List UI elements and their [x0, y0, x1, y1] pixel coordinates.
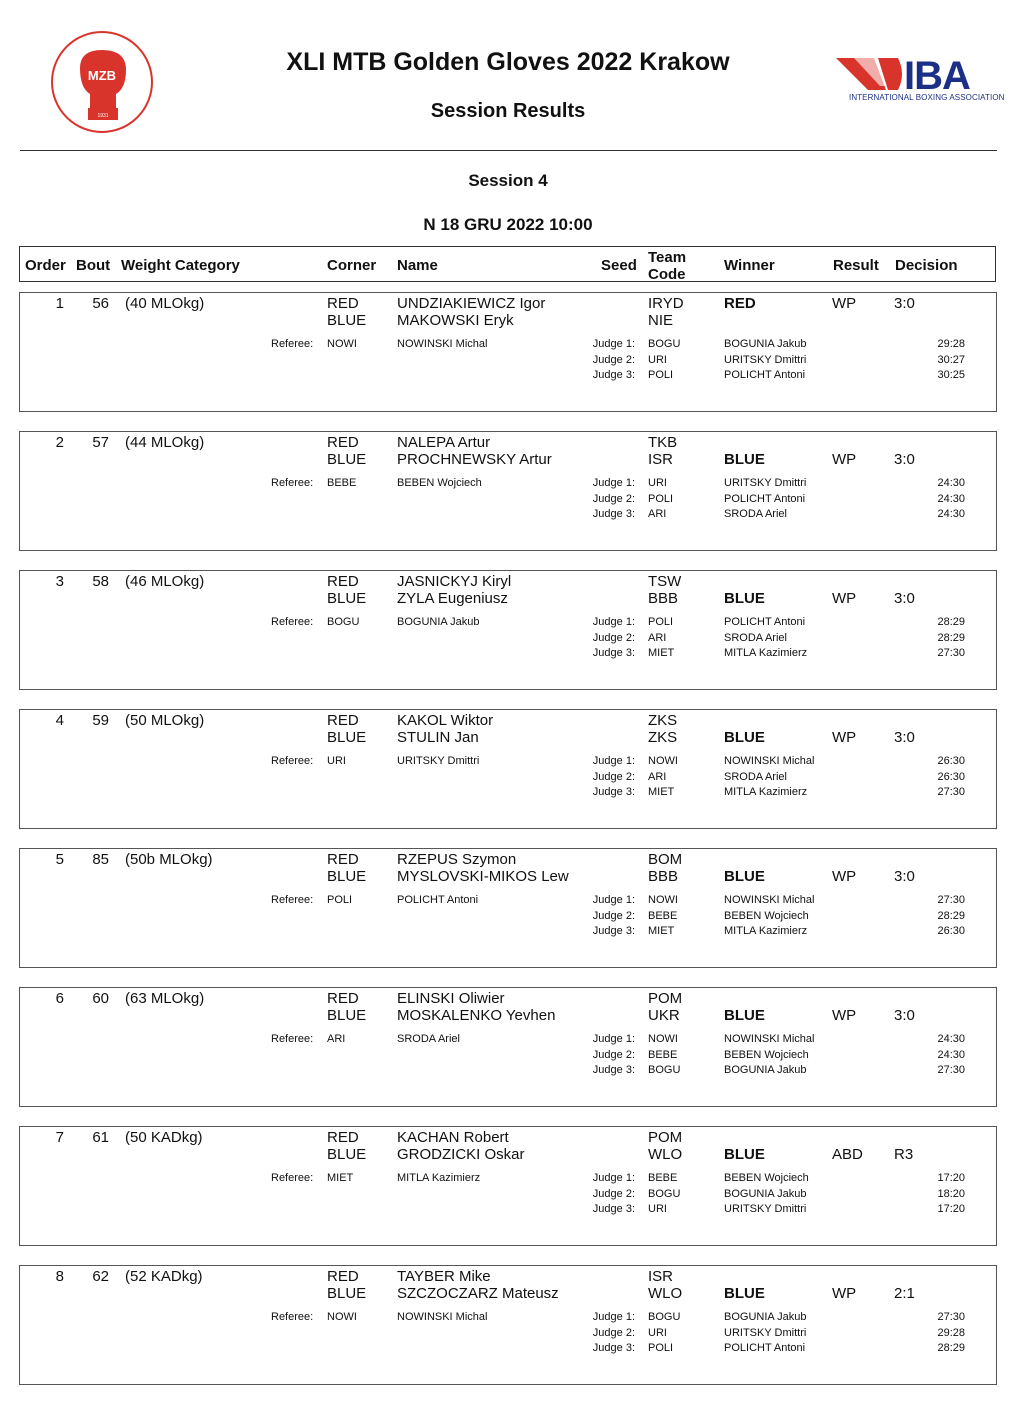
referee-label: Referee:	[271, 1311, 314, 1323]
judge-code: ARI	[648, 508, 667, 520]
judge-score: 30:25	[937, 369, 965, 381]
winner-corner: BLUE	[724, 451, 765, 468]
judge-name: BEBEN Wojciech	[724, 909, 809, 922]
col-decision: Decision	[895, 257, 958, 274]
order-cell: 8	[55, 1268, 64, 1285]
result-code: WP	[832, 590, 857, 607]
red-team-code: POM	[648, 1129, 683, 1146]
judge-score: 29:28	[937, 338, 965, 350]
blue-team-code: UKR	[648, 1007, 680, 1024]
judge-label: Judge 3:	[592, 647, 635, 659]
blue-team-code: BBB	[648, 590, 679, 607]
judge-score: 24:30	[937, 492, 965, 505]
judge-score: 17:20	[937, 1172, 965, 1184]
red-boxer-name: TAYBER Mike	[397, 1268, 491, 1285]
judge-score: 27:30	[937, 647, 965, 659]
judge-label: Judge 3:	[592, 925, 635, 937]
winner-corner: RED	[724, 295, 756, 312]
red-team-code: POM	[648, 990, 683, 1007]
col-bout: Bout	[76, 257, 111, 274]
judge-code: ARI	[648, 631, 667, 644]
judge-label: Judge 2:	[592, 909, 635, 922]
bout-number: 56	[92, 295, 109, 312]
judge-score: 28:29	[937, 1342, 965, 1354]
corner-red: RED	[327, 434, 359, 451]
judge-code: NOWI	[648, 894, 678, 906]
judge-name: SRODA Ariel	[724, 508, 787, 520]
judge-label: Judge 1:	[592, 477, 635, 489]
iba-logo-text: IBA	[904, 54, 970, 98]
weight-category: (50b MLOkg)	[125, 851, 213, 868]
judge-label: Judge 1:	[592, 338, 635, 350]
blue-boxer-name: GRODZICKI Oskar	[397, 1146, 525, 1163]
judge-code: URI	[648, 477, 667, 489]
svg-text:1931: 1931	[97, 113, 109, 119]
judge-name: NOWINSKI Michal	[724, 755, 815, 767]
order-cell: 2	[55, 434, 64, 451]
decision-value: 3:0	[894, 295, 915, 312]
judge-name: NOWINSKI Michal	[724, 894, 815, 906]
referee-name: MITLA Kazimierz	[397, 1172, 481, 1184]
judge-label: Judge 2:	[592, 770, 635, 783]
referee-name: POLICHT Antoni	[397, 894, 479, 906]
blue-boxer-name: STULIN Jan	[397, 729, 479, 746]
judge-code: MIET	[648, 647, 675, 659]
winner-corner: BLUE	[724, 729, 765, 746]
judge-label: Judge 2:	[592, 1048, 635, 1061]
red-team-code: ISR	[648, 1268, 674, 1285]
bout-number: 57	[92, 434, 109, 451]
bout-row	[19, 987, 997, 1107]
col-team-code-2: Code	[648, 266, 686, 283]
judge-code: URI	[648, 353, 667, 366]
col-name: Name	[397, 257, 438, 274]
weight-category: (44 MLOkg)	[125, 434, 205, 451]
weight-category: (40 MLOkg)	[125, 295, 205, 312]
referee-label: Referee:	[271, 1033, 314, 1045]
judge-score: 24:30	[937, 508, 965, 520]
judge-score: 17:20	[937, 1203, 965, 1215]
judge-code: BEBE	[648, 1048, 678, 1061]
corner-red: RED	[327, 1268, 359, 1285]
judge-code: POLI	[648, 1342, 674, 1354]
blue-team-code: NIE	[648, 312, 674, 329]
judge-label: Judge 3:	[592, 1203, 635, 1215]
weight-category: (63 MLOkg)	[125, 990, 205, 1007]
corner-red: RED	[327, 712, 359, 729]
bout-row	[19, 431, 997, 551]
blue-team-code: ZKS	[648, 729, 678, 746]
blue-team-code: ISR	[648, 451, 674, 468]
red-team-code: ZKS	[648, 712, 678, 729]
red-boxer-name: UNDZIAKIEWICZ Igor	[397, 295, 546, 312]
judge-name: BOGUNIA Jakub	[724, 1311, 807, 1323]
judge-code: NOWI	[648, 1033, 678, 1045]
judge-score: 24:30	[937, 1048, 965, 1061]
decision-value: 3:0	[894, 868, 915, 885]
session-date: N 18 GRU 2022 10:00	[423, 215, 593, 234]
judge-name: POLICHT Antoni	[724, 369, 806, 381]
judge-code: BOGU	[648, 1187, 681, 1200]
judge-label: Judge 1:	[592, 1172, 635, 1184]
weight-category: (46 MLOkg)	[125, 573, 205, 590]
referee-code: URI	[327, 755, 346, 767]
referee-label: Referee:	[271, 894, 314, 906]
judge-name: BEBEN Wojciech	[724, 1048, 809, 1061]
referee-name: SRODA Ariel	[397, 1033, 460, 1045]
judge-code: BOGU	[648, 1064, 681, 1076]
bout-number: 61	[92, 1129, 109, 1146]
blue-boxer-name: SZCZOCZARZ Mateusz	[397, 1285, 559, 1302]
judge-name: BEBEN Wojciech	[724, 1172, 809, 1184]
result-code: WP	[832, 295, 857, 312]
blue-boxer-name: PROCHNEWSKY Artur	[397, 451, 552, 468]
decision-value: 3:0	[894, 451, 915, 468]
judge-score: 28:29	[937, 616, 965, 628]
judge-label: Judge 3:	[592, 1064, 635, 1076]
judge-score: 18:20	[937, 1187, 965, 1200]
corner-blue: BLUE	[327, 1007, 367, 1024]
judge-name: URITSKY Dmittri	[724, 1326, 807, 1339]
corner-red: RED	[327, 1129, 359, 1146]
order-cell: 4	[55, 712, 64, 729]
column-header-row	[19, 246, 996, 282]
col-seed: Seed	[601, 257, 637, 274]
red-boxer-name: NALEPA Artur	[397, 434, 491, 451]
judge-score: 26:30	[937, 755, 965, 767]
judge-code: BEBE	[648, 909, 678, 922]
judge-score: 30:27	[937, 353, 965, 366]
judge-name: SRODA Ariel	[724, 631, 787, 644]
red-team-code: TKB	[648, 434, 678, 451]
judge-score: 26:30	[937, 925, 965, 937]
col-weight: Weight Category	[121, 257, 240, 274]
judge-label: Judge 3:	[592, 369, 635, 381]
judge-label: Judge 1:	[592, 616, 635, 628]
referee-code: BEBE	[327, 477, 357, 489]
bout-row	[19, 709, 997, 829]
order-cell: 6	[55, 990, 64, 1007]
weight-category: (52 KADkg)	[125, 1268, 203, 1285]
red-boxer-name: KAKOL Wiktor	[397, 712, 494, 729]
header-divider	[20, 150, 997, 151]
judge-code: POLI	[648, 616, 674, 628]
judge-label: Judge 2:	[592, 353, 635, 366]
bout-number: 62	[92, 1268, 109, 1285]
judge-code: BEBE	[648, 1172, 678, 1184]
col-order: Order	[25, 257, 66, 274]
bout-number: 59	[92, 712, 109, 729]
decision-value: 3:0	[894, 1007, 915, 1024]
referee-code: MIET	[327, 1172, 354, 1184]
judge-score: 29:28	[937, 1326, 965, 1339]
red-boxer-name: KACHAN Robert	[397, 1129, 509, 1146]
bout-number: 60	[92, 990, 109, 1007]
iba-logo-subtitle: INTERNATIONAL BOXING ASSOCIATION	[849, 93, 1005, 102]
referee-name: URITSKY Dmittri	[397, 755, 480, 767]
referee-code: ARI	[327, 1033, 346, 1045]
bout-row	[19, 848, 997, 968]
judge-label: Judge 3:	[592, 508, 635, 520]
judge-code: ARI	[648, 770, 667, 783]
col-winner: Winner	[724, 257, 775, 274]
judge-score: 27:30	[937, 1311, 965, 1323]
corner-blue: BLUE	[327, 1285, 367, 1302]
weight-category: (50 MLOkg)	[125, 712, 205, 729]
referee-label: Referee:	[271, 338, 314, 350]
page-title: XLI MTB Golden Gloves 2022 Krakow	[286, 48, 730, 76]
judge-code: BOGU	[648, 338, 681, 350]
judge-name: POLICHT Antoni	[724, 1342, 806, 1354]
winner-corner: BLUE	[724, 868, 765, 885]
judge-name: MITLA Kazimierz	[724, 786, 808, 798]
corner-red: RED	[327, 573, 359, 590]
blue-boxer-name: ZYLA Eugeniusz	[397, 590, 508, 607]
bout-number: 58	[92, 573, 109, 590]
red-boxer-name: ELINSKI Oliwier	[397, 990, 505, 1007]
bout-number: 85	[92, 851, 109, 868]
bout-row	[19, 292, 997, 412]
judge-score: 28:29	[937, 909, 965, 922]
session-label: Session 4	[468, 171, 548, 190]
judge-name: SRODA Ariel	[724, 770, 787, 783]
judge-name: NOWINSKI Michal	[724, 1033, 815, 1045]
winner-corner: BLUE	[724, 1146, 765, 1163]
corner-red: RED	[327, 990, 359, 1007]
judge-score: 24:30	[937, 477, 965, 489]
result-code: ABD	[832, 1146, 863, 1163]
corner-blue: BLUE	[327, 729, 367, 746]
judge-label: Judge 2:	[592, 1326, 635, 1339]
corner-red: RED	[327, 295, 359, 312]
order-cell: 7	[55, 1129, 64, 1146]
blue-team-code: WLO	[648, 1285, 683, 1302]
winner-corner: BLUE	[724, 1007, 765, 1024]
judge-score: 27:30	[937, 786, 965, 798]
winner-corner: BLUE	[724, 590, 765, 607]
referee-code: NOWI	[327, 338, 357, 350]
referee-label: Referee:	[271, 1172, 314, 1184]
judge-label: Judge 2:	[592, 631, 635, 644]
referee-name: NOWINSKI Michal	[397, 1311, 488, 1323]
referee-name: BOGUNIA Jakub	[397, 616, 480, 628]
referee-label: Referee:	[271, 755, 314, 767]
weight-category: (50 KADkg)	[125, 1129, 203, 1146]
red-team-code: BOM	[648, 851, 683, 868]
blue-boxer-name: MYSLOVSKI-MIKOS Lew	[397, 868, 569, 885]
judge-name: URITSKY Dmittri	[724, 1203, 807, 1215]
page-subtitle: Session Results	[430, 100, 586, 122]
corner-blue: BLUE	[327, 451, 367, 468]
blue-boxer-name: MAKOWSKI Eryk	[397, 312, 514, 329]
svg-text:MZB: MZB	[87, 68, 117, 83]
judge-score: 28:29	[937, 631, 965, 644]
corner-blue: BLUE	[327, 312, 367, 329]
judge-code: URI	[648, 1326, 667, 1339]
judge-code: MIET	[648, 786, 675, 798]
result-code: WP	[832, 1285, 857, 1302]
referee-code: NOWI	[327, 1311, 357, 1323]
order-cell: 5	[55, 851, 64, 868]
col-result: Result	[833, 257, 879, 274]
judge-name: POLICHT Antoni	[724, 616, 806, 628]
judge-name: MITLA Kazimierz	[724, 647, 808, 659]
judge-label: Judge 1:	[592, 1033, 635, 1045]
bout-row	[19, 1265, 997, 1385]
judge-code: BOGU	[648, 1311, 681, 1323]
blue-boxer-name: MOSKALENKO Yevhen	[397, 1007, 556, 1024]
order-cell: 1	[55, 295, 64, 312]
referee-label: Referee:	[271, 616, 314, 628]
red-team-code: TSW	[648, 573, 682, 590]
judge-label: Judge 2:	[592, 492, 635, 505]
judge-label: Judge 1:	[592, 755, 635, 767]
referee-label: Referee:	[271, 477, 314, 489]
decision-value: R3	[894, 1146, 914, 1163]
bout-row	[19, 570, 997, 690]
corner-blue: BLUE	[327, 590, 367, 607]
red-boxer-name: RZEPUS Szymon	[397, 851, 517, 868]
judge-name: BOGUNIA Jakub	[724, 1064, 807, 1076]
judge-label: Judge 1:	[592, 1311, 635, 1323]
judge-code: URI	[648, 1203, 667, 1215]
judge-score: 27:30	[937, 1064, 965, 1076]
judge-label: Judge 2:	[592, 1187, 635, 1200]
judge-code: POLI	[648, 492, 674, 505]
red-team-code: IRYD	[648, 295, 684, 312]
result-code: WP	[832, 868, 857, 885]
referee-code: BOGU	[327, 616, 360, 628]
judge-name: URITSKY Dmittri	[724, 353, 807, 366]
blue-team-code: BBB	[648, 868, 679, 885]
red-boxer-name: JASNICKYJ Kiryl	[397, 573, 512, 590]
col-corner: Corner	[327, 257, 377, 274]
judge-label: Judge 3:	[592, 1342, 635, 1354]
decision-value: 3:0	[894, 729, 915, 746]
judge-name: MITLA Kazimierz	[724, 925, 808, 937]
judge-name: URITSKY Dmittri	[724, 477, 807, 489]
judge-code: POLI	[648, 369, 674, 381]
judge-label: Judge 1:	[592, 894, 635, 906]
judge-score: 26:30	[937, 770, 965, 783]
judge-score: 24:30	[937, 1033, 965, 1045]
corner-blue: BLUE	[327, 1146, 367, 1163]
judge-code: NOWI	[648, 755, 678, 767]
referee-name: NOWINSKI Michal	[397, 338, 488, 350]
decision-value: 3:0	[894, 590, 915, 607]
result-code: WP	[832, 451, 857, 468]
corner-blue: BLUE	[327, 868, 367, 885]
order-cell: 3	[55, 573, 64, 590]
referee-name: BEBEN Wojciech	[397, 477, 482, 489]
winner-corner: BLUE	[724, 1285, 765, 1302]
result-code: WP	[832, 1007, 857, 1024]
col-team-code-1: Team	[648, 249, 687, 266]
judge-code: MIET	[648, 925, 675, 937]
judge-score: 27:30	[937, 894, 965, 906]
referee-code: POLI	[327, 894, 353, 906]
result-code: WP	[832, 729, 857, 746]
decision-value: 2:1	[894, 1285, 915, 1302]
bout-row	[19, 1126, 997, 1246]
blue-team-code: WLO	[648, 1146, 683, 1163]
judge-name: POLICHT Antoni	[724, 492, 806, 505]
corner-red: RED	[327, 851, 359, 868]
judge-name: BOGUNIA Jakub	[724, 1187, 807, 1200]
judge-label: Judge 3:	[592, 786, 635, 798]
judge-name: BOGUNIA Jakub	[724, 338, 807, 350]
